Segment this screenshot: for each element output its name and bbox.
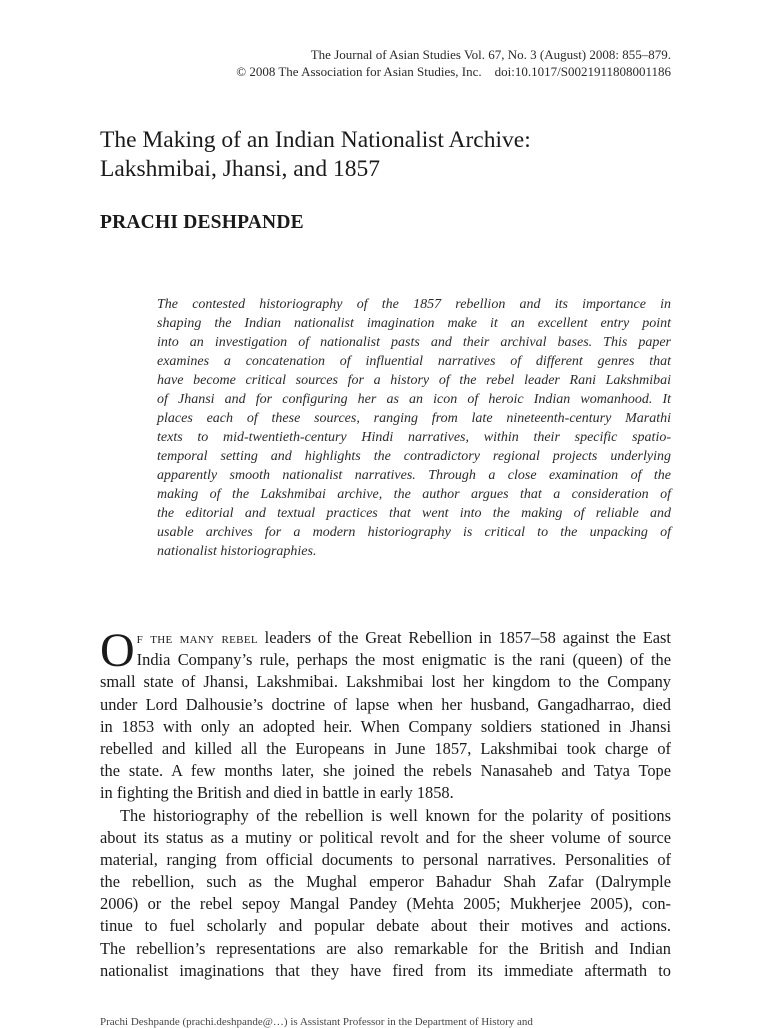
abstract-line: examines a concatenation of influential narratives of different genres that — [157, 354, 671, 369]
body-line: nationalist imaginations that they have fired from its immediate aftermath to — [100, 960, 671, 980]
body-line: the rebellion, such as the Mughal emperor Bahadur Shah Zafar (Dalrymple — [100, 872, 671, 892]
body-line: rebelled and killed all the Europeans in June 1857, Lakshmibai took charge of — [100, 738, 671, 758]
body-line: the state. A few months later, she joined the rebels Nanasaheb and Tatya Tope — [100, 761, 671, 781]
author-footnote: Prachi Deshpande (prachi.deshpande@…) is Assistant Professor in the Department of History and — [100, 1016, 533, 1028]
paragraph-1-rest — [100, 671, 671, 804]
journal-header — [236, 46, 671, 80]
abstract-line: into an investigation of nationalist pasts and their archival bases. This paper — [157, 335, 671, 350]
body-line: about its status as a mutiny or political revolt and for the sheer volume of source — [100, 827, 671, 847]
paragraph-1 — [100, 624, 671, 805]
body-line: The historiography of the rebellion is well known for the polarity of positions — [120, 805, 671, 825]
body-line: small state of Jhansi, Lakshmibai. Lakshmibai lost her kingdom to the Company — [100, 672, 671, 692]
abstract-line: apparently smooth nationalist narratives. Through a close examination of the — [157, 468, 671, 483]
drop-cap: O — [100, 624, 135, 677]
abstract-line: shaping the Indian nationalist imagination make it an excellent entry point — [157, 316, 671, 331]
copyright-doi: © 2008 The Association for Asian Studies, Inc. doi:10.1017/S0021911808001186 — [236, 64, 671, 79]
article-title — [100, 126, 680, 184]
abstract-line: the editorial and textual practices that went into the making of reliable and — [157, 506, 671, 521]
abstract-line: of Jhansi and for configuring her as an icon of heroic Indian womanhood. It — [157, 392, 671, 407]
title-line-2: Lakshmibai, Jhansi, and 1857 — [100, 156, 381, 182]
abstract-line: usable archives for a modern historiography is critical to the unpacking of — [157, 525, 671, 540]
abstract-line: nationalist historiographies. — [157, 544, 317, 559]
body-line: The rebellion’s representations are also remarkable for the British and Indian — [100, 938, 671, 958]
abstract-line: making of the Lakshmibai archive, the author argues that a consideration of — [157, 487, 671, 502]
abstract-line: temporal setting and highlights the contradictory regional projects underlying — [157, 449, 671, 464]
body-line: India Company’s rule, perhaps the most enigmatic is the rani (queen) of the — [136, 650, 671, 670]
journal-citation: The Journal of Asian Studies Vol. 67, No. 3 (August) 2008: 855–879. — [310, 47, 671, 62]
body-line: in 1853 with only an adopted heir. When Company soldiers stationed in Jhansi — [100, 716, 671, 736]
body-line: 2006) or the rebel sepoy Mangal Pandey (Mehta 2005; Mukherjee 2005), con- — [100, 894, 671, 914]
lead-in-smallcaps: f the many rebel — [136, 628, 258, 647]
body-line: tinue to fuel scholarly and popular debate about their motives and actions. — [100, 916, 671, 936]
paragraph-2 — [100, 805, 671, 983]
abstract-line: texts to mid-twentieth-century Hindi narratives, within their specific spatio- — [157, 430, 671, 445]
lead-in-rest: leaders of the Great Rebellion in 1857–58 against the East — [257, 628, 671, 647]
abstract-line: The contested historiography of the 1857 rebellion and its importance in — [157, 297, 671, 312]
abstract — [157, 295, 671, 561]
abstract-line: places each of these sources, ranging from late nineteenth-century Marathi — [157, 411, 671, 426]
article-body — [100, 624, 671, 982]
body-line: material, ranging from official documents to personal narratives. Personalities of — [100, 849, 671, 869]
title-line-1: The Making of an Indian Nationalist Archive: — [100, 127, 531, 153]
abstract-line: have become critical sources for a history of the rebel leader Rani Lakshmibai — [157, 373, 671, 388]
body-line: under Lord Dalhousie’s doctrine of lapse when her husband, Gangadharrao, died — [100, 694, 671, 714]
body-line: in fighting the British and died in battle in early 1858. — [100, 783, 454, 803]
body-line — [100, 627, 671, 649]
author-name: PRACHI DESHPANDE — [100, 212, 304, 233]
